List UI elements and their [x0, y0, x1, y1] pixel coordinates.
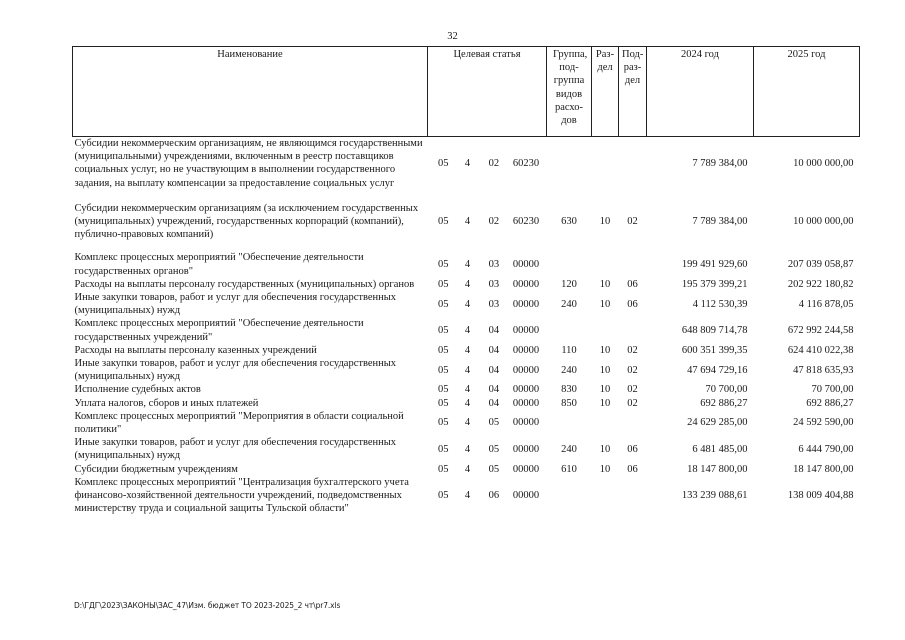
- target-part-4: 00000: [512, 443, 540, 455]
- row-section: [592, 137, 619, 190]
- row-group: [547, 251, 592, 277]
- target-part-4: 00000: [512, 463, 540, 475]
- row-group: [547, 137, 592, 190]
- table-row: [73, 357, 860, 383]
- target-part-1: 05: [437, 443, 449, 455]
- row-name: Иные закупки товаров, работ и услуг для обеспечения государственных (муниципальных) нужд: [74, 292, 397, 317]
- row-2025: 692 886,27: [806, 397, 854, 409]
- row-section: 10: [599, 463, 611, 475]
- row-2025: 10 000 000,00: [793, 216, 854, 228]
- row-2024: 7 789 384,00: [692, 216, 748, 228]
- row-target: [428, 344, 547, 357]
- target-part-1: 05: [437, 157, 449, 169]
- target-part-3: 05: [488, 417, 500, 429]
- target-part-2: 4: [464, 364, 471, 376]
- target-part-2: 4: [464, 325, 471, 337]
- row-group: 610: [561, 463, 577, 475]
- file-path-footer: D:\ГДГ\2023\ЗАКОНЫ\ЗАС_47\Изм. бюджет ТО 2023-2025_2 чт\pr7.xls: [74, 601, 341, 610]
- row-subsection: [619, 137, 647, 190]
- row-group: 240: [561, 443, 577, 455]
- row-target: [428, 357, 547, 383]
- row-section: [592, 251, 619, 277]
- target-part-3: 05: [488, 463, 500, 475]
- row-2024: 648 809 714,78: [681, 325, 748, 337]
- row-name: Комплекс процессных мероприятий "Мероприятия в области социальной политики": [74, 410, 404, 436]
- table-row: [73, 410, 860, 436]
- header-name: Наименование: [73, 47, 428, 137]
- header-group: Группа, под-группа видов расхо-дов: [547, 47, 592, 137]
- row-section: 10: [599, 216, 611, 228]
- row-subsection: 02: [627, 344, 638, 356]
- row-name: Иные закупки товаров, работ и услуг для обеспечения государственных (муниципальных) нужд: [74, 358, 397, 383]
- row-group: 240: [561, 364, 577, 376]
- row-subsection: 02: [627, 397, 638, 409]
- target-part-4: 00000: [512, 259, 540, 271]
- target-part-3: 04: [488, 384, 500, 396]
- table-row: [73, 137, 860, 190]
- row-target: [428, 436, 547, 462]
- row-section: [592, 317, 619, 343]
- row-name: Расходы на выплаты персоналу государственных (муниципальных) органов: [74, 278, 415, 290]
- row-2025: 18 147 800,00: [793, 463, 854, 475]
- header-2025: 2025 год: [754, 47, 860, 137]
- row-spacer-cell: [73, 241, 860, 251]
- table-row: [73, 278, 860, 291]
- target-part-2: 4: [464, 417, 471, 429]
- target-part-4: 60230: [512, 216, 540, 228]
- target-part-3: 03: [488, 278, 500, 290]
- row-subsection: 06: [627, 278, 638, 290]
- target-part-1: 05: [437, 344, 449, 356]
- row-subsection: [619, 476, 647, 516]
- row-name: Комплекс процессных мероприятий "Централизация бухгалтерского учета финансово-хозяйственной деятельности учреждений, подведомственных министерству труда и социальной защиты Тульской области": [74, 476, 409, 515]
- target-part-3: 04: [488, 325, 500, 337]
- target-part-1: 05: [437, 325, 449, 337]
- row-2024: 6 481 485,00: [692, 443, 748, 455]
- row-group: [547, 317, 592, 343]
- target-part-3: 04: [488, 397, 500, 409]
- target-part-2: 4: [464, 490, 471, 502]
- row-2025: 202 922 180,82: [787, 278, 854, 290]
- target-part-4: 00000: [512, 344, 540, 356]
- target-part-2: 4: [464, 216, 471, 228]
- target-part-3: 03: [488, 259, 500, 271]
- table-row: [73, 476, 860, 516]
- table-row: [73, 251, 860, 277]
- row-section: 10: [599, 278, 611, 290]
- row-2025: 24 592 590,00: [793, 417, 854, 429]
- target-part-1: 05: [437, 397, 449, 409]
- target-part-4: 00000: [512, 384, 540, 396]
- target-part-4: 00000: [512, 417, 540, 429]
- target-part-2: 4: [464, 278, 471, 290]
- row-group: 850: [561, 397, 577, 409]
- row-subsection: [619, 317, 647, 343]
- row-spacer: [73, 241, 860, 251]
- row-2024: 4 112 530,39: [692, 298, 748, 310]
- row-subsection: 02: [627, 364, 638, 376]
- row-2024: 7 789 384,00: [692, 157, 748, 169]
- row-spacer-cell: [73, 190, 860, 202]
- row-name: Иные закупки товаров, работ и услуг для обеспечения государственных (муниципальных) нужд: [74, 437, 397, 462]
- row-2025: 138 009 404,88: [787, 490, 854, 502]
- row-name: Расходы на выплаты персоналу казенных учреждений: [74, 344, 317, 356]
- row-2024: 199 491 929,60: [681, 259, 748, 271]
- target-part-1: 05: [437, 417, 449, 429]
- row-group: [547, 410, 592, 436]
- target-part-4: 00000: [512, 298, 540, 310]
- row-subsection: [619, 251, 647, 277]
- row-2024: 692 886,27: [700, 397, 748, 409]
- row-name: Комплекс процессных мероприятий "Обеспечение деятельности государственных органов": [74, 252, 364, 277]
- row-target: [428, 278, 547, 291]
- row-target: [428, 397, 547, 410]
- row-group: 240: [561, 298, 577, 310]
- row-name: Комплекс процессных мероприятий "Обеспечение деятельности государственных учреждений": [74, 318, 364, 343]
- table-body: [73, 137, 860, 516]
- row-subsection: 02: [627, 384, 638, 396]
- target-part-2: 4: [464, 344, 471, 356]
- target-part-1: 05: [437, 364, 449, 376]
- header-2024: 2024 год: [647, 47, 754, 137]
- row-2024: 24 629 285,00: [687, 417, 748, 429]
- table-header-row: [73, 47, 860, 137]
- row-target: [428, 476, 547, 516]
- row-section: [592, 476, 619, 516]
- row-section: 10: [599, 344, 611, 356]
- row-name: Субсидии некоммерческим организациям, не являющимся государственными (муниципальными) учреждениями, включенным в реестр поставщиков социальных услуг, но не участвующим в выполнении государственного задания, на выплату компенсации за предоставление социальных услуг: [74, 138, 423, 189]
- row-2024: 70 700,00: [705, 384, 748, 396]
- row-2025: 10 000 000,00: [793, 157, 854, 169]
- target-part-3: 04: [488, 364, 500, 376]
- row-section: [592, 410, 619, 436]
- target-part-1: 05: [437, 384, 449, 396]
- row-target: [428, 383, 547, 396]
- header-section: Раз-дел: [592, 47, 619, 137]
- target-part-2: 4: [464, 298, 471, 310]
- row-group: 110: [561, 344, 577, 356]
- table-row: [73, 463, 860, 476]
- target-part-1: 05: [437, 216, 449, 228]
- row-section: 10: [599, 443, 611, 455]
- row-2025: 6 444 790,00: [798, 443, 854, 455]
- table-row: [73, 383, 860, 396]
- row-group: 830: [561, 384, 577, 396]
- target-part-1: 05: [437, 490, 449, 502]
- target-part-4: 60230: [512, 157, 540, 169]
- target-part-1: 05: [437, 298, 449, 310]
- row-2025: 207 039 058,87: [787, 259, 854, 271]
- target-part-3: 03: [488, 298, 500, 310]
- row-spacer: [73, 190, 860, 202]
- table-row: [73, 397, 860, 410]
- row-target: [428, 251, 547, 277]
- table-row: [73, 317, 860, 343]
- row-subsection: 06: [627, 443, 638, 455]
- row-name: Субсидии бюджетным учреждениям: [74, 463, 238, 475]
- row-2025: 624 410 022,38: [787, 344, 854, 356]
- target-part-2: 4: [464, 384, 471, 396]
- row-target: [428, 317, 547, 343]
- row-target: [428, 202, 547, 242]
- row-group: 630: [561, 216, 577, 228]
- row-section: 10: [599, 298, 611, 310]
- target-part-4: 00000: [512, 397, 540, 409]
- row-subsection: [619, 410, 647, 436]
- row-2024: 18 147 800,00: [687, 463, 748, 475]
- row-group: [547, 476, 592, 516]
- row-2025: 70 700,00: [811, 384, 854, 396]
- target-part-1: 05: [437, 259, 449, 271]
- row-subsection: 02: [627, 216, 638, 228]
- row-2024: 195 379 399,21: [681, 278, 748, 290]
- header-target: Целевая статья: [428, 47, 547, 137]
- row-name: Исполнение судебных актов: [74, 384, 201, 396]
- target-part-4: 00000: [512, 490, 540, 502]
- target-part-3: 02: [488, 157, 500, 169]
- row-2025: 47 818 635,93: [793, 364, 854, 376]
- table-row: [73, 202, 860, 242]
- target-part-4: 00000: [512, 364, 540, 376]
- target-part-3: 02: [488, 216, 500, 228]
- target-part-2: 4: [464, 397, 471, 409]
- table-row: [73, 436, 860, 462]
- row-2024: 600 351 399,35: [681, 344, 748, 356]
- table-row: [73, 344, 860, 357]
- target-part-3: 05: [488, 443, 500, 455]
- table-row: [73, 291, 860, 317]
- target-part-3: 06: [488, 490, 500, 502]
- header-subsection: Под-раз-дел: [619, 47, 647, 137]
- row-section: 10: [599, 397, 611, 409]
- target-part-2: 4: [464, 157, 471, 169]
- budget-table: [72, 46, 860, 515]
- row-name: Уплата налогов, сборов и иных платежей: [74, 397, 259, 409]
- row-section: 10: [599, 364, 611, 376]
- row-target: [428, 463, 547, 476]
- row-2024: 133 239 088,61: [681, 490, 748, 502]
- target-part-2: 4: [464, 463, 471, 475]
- target-part-1: 05: [437, 278, 449, 290]
- target-part-3: 04: [488, 344, 500, 356]
- row-group: 120: [561, 278, 577, 290]
- row-name: Субсидии некоммерческим организациям (за исключением государственных (муниципальных) учреждений, государственных корпораций (компаний), публично-правовых компаний): [74, 202, 419, 241]
- row-subsection: 06: [627, 463, 638, 475]
- row-2025: 4 116 878,05: [798, 298, 854, 310]
- row-subsection: 06: [627, 298, 638, 310]
- row-2025: 672 992 244,58: [787, 325, 854, 337]
- target-part-4: 00000: [512, 278, 540, 290]
- target-part-1: 05: [437, 463, 449, 475]
- row-section: 10: [599, 384, 611, 396]
- row-target: [428, 291, 547, 317]
- row-2024: 47 694 729,16: [687, 364, 748, 376]
- row-target: [428, 410, 547, 436]
- row-target: [428, 137, 547, 190]
- page-number: 32: [447, 31, 458, 42]
- target-part-4: 00000: [512, 325, 540, 337]
- target-part-2: 4: [464, 443, 471, 455]
- target-part-2: 4: [464, 259, 471, 271]
